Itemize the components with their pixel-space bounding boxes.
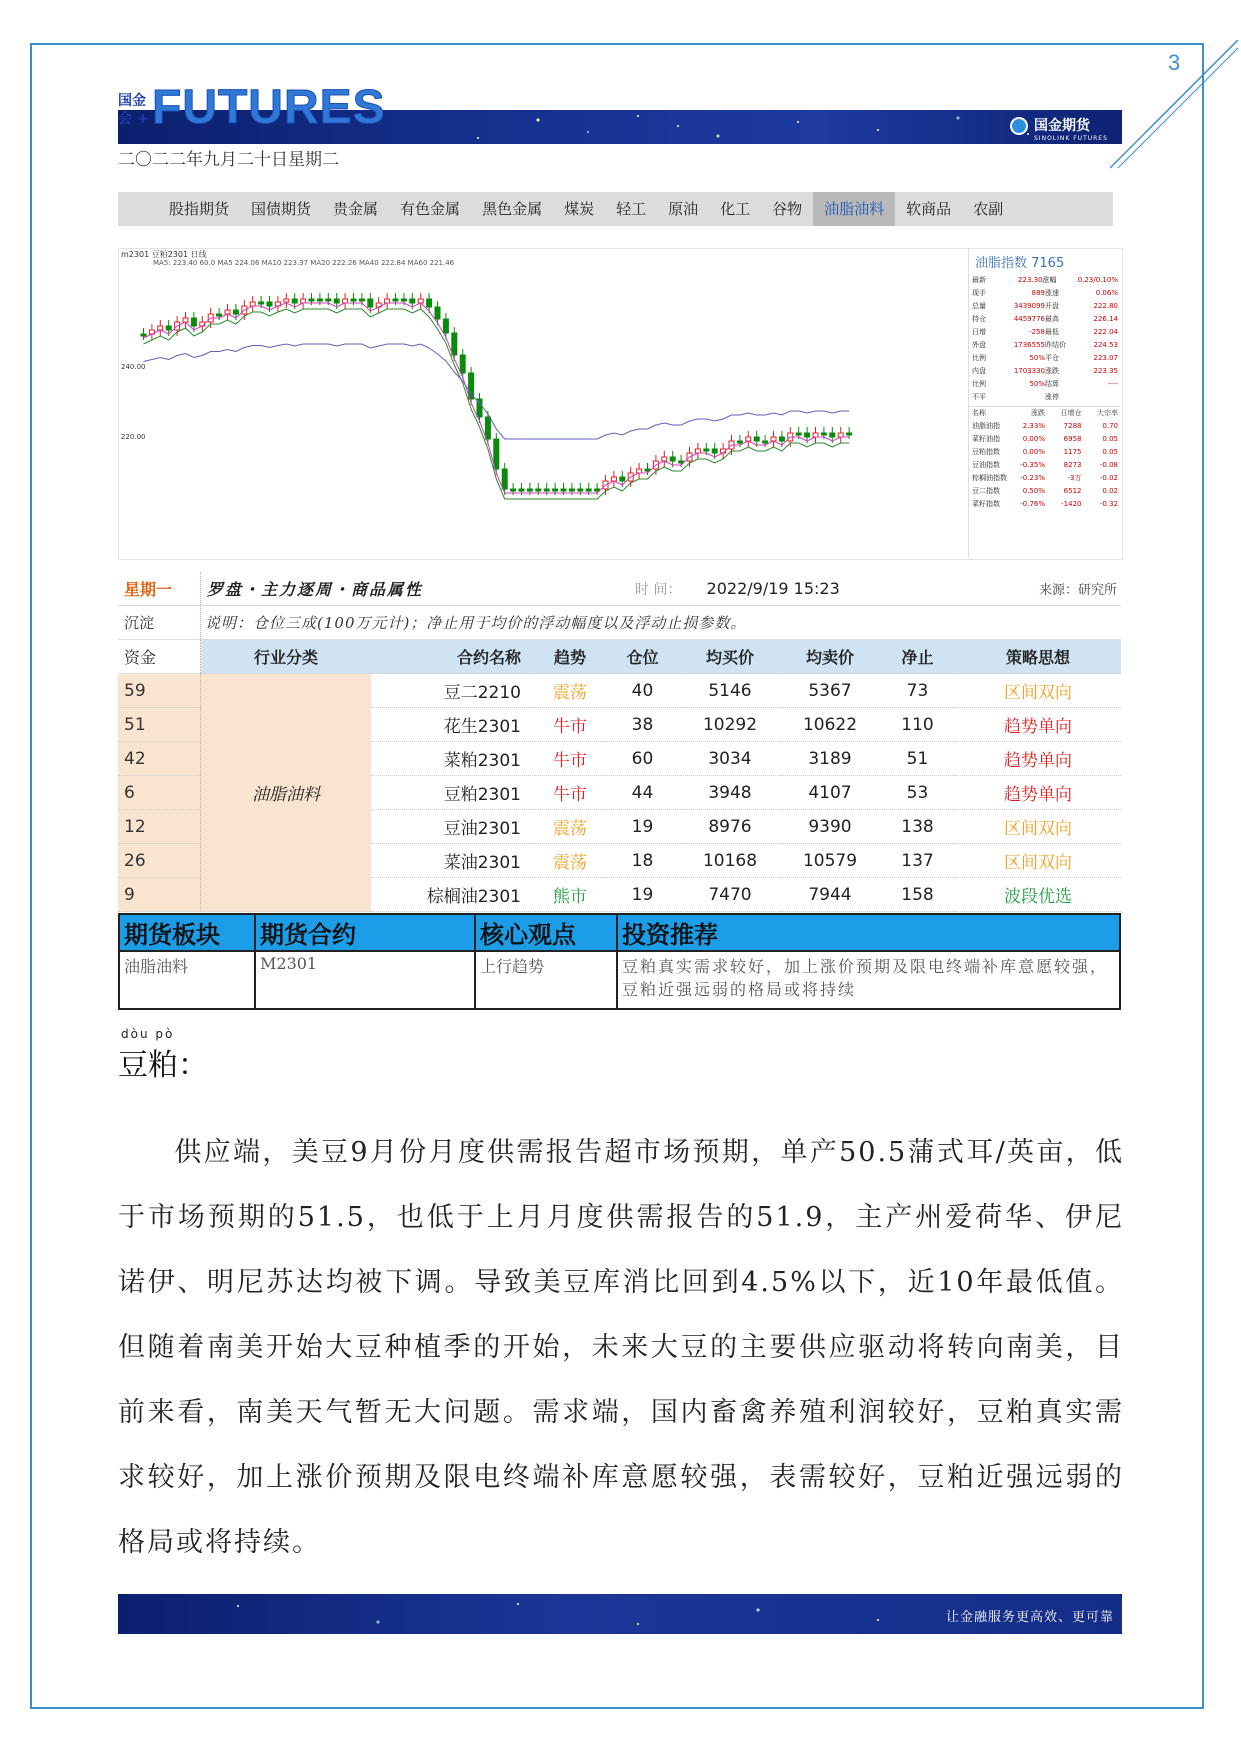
quote-cell: 最低 <box>1045 328 1059 336</box>
quote-cell: 223.35 <box>1093 367 1118 375</box>
fund-cell: 9 <box>118 878 201 912</box>
quote-cell <box>1082 391 1119 404</box>
report-date: 二〇二二年九月二十日星期二 <box>118 150 339 170</box>
index-cell: 日增仓 <box>1060 409 1082 417</box>
index-cell: 6958 <box>1063 435 1082 443</box>
index-cell: 0.05 <box>1102 435 1118 443</box>
index-cell: -0.08 <box>1099 461 1118 469</box>
quote-cell: 4459776 <box>1013 315 1045 323</box>
candle <box>746 431 751 447</box>
trend-cell: 震荡 <box>535 844 605 878</box>
col-net-stop: 净止 <box>880 640 955 674</box>
index-cell: -0.76% <box>1020 500 1045 508</box>
quote-cell: 持仓 <box>972 315 986 323</box>
index-cell: 0.02 <box>1102 487 1118 495</box>
time-cell: 时 间： 2022/9/19 15:23 <box>605 572 880 606</box>
index-row <box>969 498 1121 511</box>
index-cell: -0.32 <box>1099 500 1118 508</box>
index-cell: -1420 <box>1061 500 1082 508</box>
avg-sell-cell: 5367 <box>780 674 880 708</box>
avg-buy-cell: 10292 <box>680 708 780 742</box>
position-cell: 18 <box>605 844 680 878</box>
candle <box>149 324 154 340</box>
quote-cell: 现手 <box>972 289 986 297</box>
quote-cell: 外盘 <box>972 341 986 349</box>
strategy-cell: 区间双向 <box>955 844 1121 878</box>
avg-buy-cell: 3034 <box>680 742 780 776</box>
index-cell: 豆油指数 <box>972 461 1000 469</box>
quote-cell: 1736555 <box>1013 341 1045 349</box>
index-cell: 菜籽油指 <box>972 435 1000 443</box>
index-cell: 0.50% <box>1022 487 1045 495</box>
position-cell: 60 <box>605 742 680 776</box>
avg-sell-cell: 9390 <box>780 810 880 844</box>
corner-decoration <box>1110 40 1240 170</box>
nav-item[interactable]: 原油 <box>668 200 699 218</box>
quote-cell: 224.53 <box>1093 341 1118 349</box>
quote-cell: 结算 <box>1045 380 1059 388</box>
settle-label: 沉淀 <box>118 606 201 640</box>
nav-item[interactable]: 股指期货 <box>169 200 230 218</box>
y-tick-label: 240.00 <box>121 363 146 371</box>
trend-cell: 震荡 <box>535 810 605 844</box>
candle <box>418 293 423 309</box>
avg-buy-cell: 5146 <box>680 674 780 708</box>
table-note-row <box>118 606 1121 640</box>
candle <box>385 293 390 309</box>
day-label: 星期一 <box>118 572 201 606</box>
strategy-cell: 波段优选 <box>955 878 1121 912</box>
index-row <box>969 407 1121 420</box>
quote-cell: 226.14 <box>1093 315 1118 323</box>
contract-cell: 棕榈油2301 <box>371 878 535 912</box>
summary-contract: M2301 <box>255 951 475 1009</box>
footer-banner <box>118 1594 1122 1634</box>
strategy-cell: 区间双向 <box>955 810 1121 844</box>
quote-cell: 内盘 <box>972 367 986 375</box>
table-title: 罗盘・主力逐周・商品属性 <box>201 572 606 606</box>
index-cell: 豆粕指数 <box>972 448 1000 456</box>
candle <box>443 313 448 339</box>
nav-item[interactable]: 谷物 <box>772 200 803 218</box>
position-cell: 19 <box>605 810 680 844</box>
y-tick-label: 220.00 <box>121 433 146 441</box>
candle <box>838 427 843 443</box>
strategy-cell: 趋势单向 <box>955 776 1121 810</box>
fund-label: 资金 <box>118 640 201 674</box>
table-note: 说明：仓位三成(100万元计)；净止用于均价的浮动幅度以及浮动止损参数。 <box>201 606 1122 640</box>
contract-cell: 菜油2301 <box>371 844 535 878</box>
nav-item[interactable]: 轻工 <box>616 200 647 218</box>
net-stop-cell: 53 <box>880 776 955 810</box>
summary-sector: 油脂油料 <box>119 951 255 1009</box>
quote-cell: 平仓 <box>1045 354 1059 362</box>
summary-recommendation: 豆粕真实需求较好，加上涨价预期及限电终端补库意愿较强，豆粕近强远弱的格局或将持续 <box>617 951 1120 1009</box>
nav-item[interactable]: 农副 <box>973 200 1004 218</box>
index-row <box>969 485 1121 498</box>
trend-cell: 震荡 <box>535 674 605 708</box>
quote-cell: 222.80 <box>1093 302 1118 310</box>
summary-col-sector: 期货板块 <box>119 914 255 951</box>
index-row <box>969 420 1121 433</box>
pinyin-ruby: dòu pò <box>121 1027 175 1041</box>
contract-cell: 豆油2301 <box>371 810 535 844</box>
trend-cell: 牛市 <box>535 708 605 742</box>
index-cell: 名称 <box>972 409 986 417</box>
candlestick-plot <box>119 249 967 557</box>
price-chart <box>118 248 1123 560</box>
candle <box>485 411 490 445</box>
index-cell: 7288 <box>1063 422 1082 430</box>
quote-cell: 223.07 <box>1093 354 1118 362</box>
quote-rows <box>969 274 1121 404</box>
contract-cell: 花生2301 <box>371 708 535 742</box>
index-cell: 6512 <box>1063 487 1082 495</box>
quote-cell: 涨停 <box>1045 393 1059 401</box>
trend-cell: 熊市 <box>535 878 605 912</box>
quote-row <box>969 300 1121 313</box>
source-label: 来源：研究所 <box>880 572 1121 606</box>
summary-table <box>118 913 1121 1010</box>
ma-legend: MA5: 223.40 60.0 MA5 224.06 MA10 223.37 MA20 222.26 MA40 222.84 MA60 221.46 <box>153 259 455 267</box>
quote-cell: 223.30 <box>1018 276 1043 284</box>
index-cell: 0.05 <box>1102 448 1118 456</box>
quote-cell: 涨速 <box>1045 289 1059 297</box>
quote-cell: -258 <box>1029 328 1045 336</box>
summary-col-recommend: 投资推荐 <box>617 914 1120 951</box>
article-body: 供应端，美豆9月份月度供需报告超市场预期，单产50.5蒲式耳/英亩，低于市场预期的51.5，也低于上月月度供需报告的51.9，主产州爱荷华、伊尼诺伊、明尼苏达均被下调。导致美豆库消比回到4.5%以下，近10年最低值。但随着南美开始大豆种植季的开始，未来大豆的主要供应驱动将转向南美，目前来看，南美天气暂无大问题。需求端，国内畜禽养殖利润较好，豆粕真实需求较好，加上涨价预期及限电终端补库意愿较强，表需较好，豆粕近强远弱的格局或将持续。 <box>118 1137 1124 1558</box>
net-stop-cell: 137 <box>880 844 955 878</box>
index-cell: 1175 <box>1063 448 1082 456</box>
index-cell: 大宗率 <box>1097 409 1118 417</box>
index-cell: 菜籽指数 <box>972 500 1000 508</box>
position-cell: 19 <box>605 878 680 912</box>
trend-cell: 牛市 <box>535 776 605 810</box>
avg-buy-cell: 8976 <box>680 810 780 844</box>
quote-row <box>969 365 1121 378</box>
net-stop-cell: 51 <box>880 742 955 776</box>
candle <box>275 296 280 312</box>
candle <box>452 327 457 361</box>
candle <box>250 296 255 312</box>
fund-cell: 59 <box>118 674 201 708</box>
index-cell: 油脂油指 <box>972 422 1000 430</box>
col-strategy: 策略思想 <box>955 640 1121 674</box>
quote-cell: 1703330 <box>1013 367 1045 375</box>
net-stop-cell: 138 <box>880 810 955 844</box>
candle <box>637 463 642 479</box>
strategy-cell: 趋势单向 <box>955 742 1121 776</box>
quote-cell <box>1009 391 1046 404</box>
quote-title: 油脂指数 7165 <box>975 256 1065 271</box>
index-rows <box>969 406 1121 511</box>
summary-view: 上行趋势 <box>475 951 617 1009</box>
nav-item[interactable]: 化工 <box>720 200 751 218</box>
fund-cell: 12 <box>118 810 201 844</box>
compass-table <box>118 572 1121 912</box>
col-category: 行业分类 <box>201 640 372 674</box>
table-header-row <box>118 640 1121 674</box>
index-cell: 2.33% <box>1022 422 1045 430</box>
col-avg-buy: 均买价 <box>680 640 780 674</box>
candle <box>343 293 348 309</box>
avg-sell-cell: 4107 <box>780 776 880 810</box>
candle <box>494 433 499 475</box>
candle <box>662 451 667 467</box>
quote-cell: 0.06% <box>1095 289 1118 297</box>
contract-cell: 菜粕2301 <box>371 742 535 776</box>
category-cell: 油脂油料 <box>201 674 372 912</box>
candle <box>469 367 474 405</box>
trend-cell: 牛市 <box>535 742 605 776</box>
quote-cell: ---- <box>1107 380 1118 388</box>
quote-cell: 3439099 <box>1013 302 1045 310</box>
index-cell: 豆二指数 <box>972 487 1000 495</box>
quote-cell: 222.04 <box>1093 328 1118 336</box>
index-cell: 0.70 <box>1102 422 1118 430</box>
ma-line <box>144 344 850 439</box>
index-cell: -0.23% <box>1020 474 1045 482</box>
candle <box>225 304 230 320</box>
footer-slogan: 让金融服务更高效、更可靠 <box>945 1610 1114 1625</box>
index-cell: -0.02 <box>1099 474 1118 482</box>
quote-row <box>969 326 1121 339</box>
col-position: 仓位 <box>605 640 680 674</box>
candle <box>301 293 306 309</box>
candle <box>460 349 465 379</box>
col-avg-sell: 均卖价 <box>780 640 880 674</box>
net-stop-cell: 158 <box>880 878 955 912</box>
avg-sell-cell: 10579 <box>780 844 880 878</box>
contract-cell: 豆粕2301 <box>371 776 535 810</box>
strategy-cell: 趋势单向 <box>955 708 1121 742</box>
position-cell: 44 <box>605 776 680 810</box>
nav-item[interactable]: 油脂油料 <box>813 192 895 226</box>
nav-item[interactable]: 有色金属 <box>400 200 461 218</box>
quote-cell: 日增 <box>972 328 986 336</box>
quote-row <box>969 287 1121 300</box>
candle <box>611 471 616 487</box>
summary-header-row <box>119 914 1120 951</box>
index-cell: 8273 <box>1063 461 1082 469</box>
avg-buy-cell: 3948 <box>680 776 780 810</box>
avg-buy-cell: 7470 <box>680 878 780 912</box>
index-row <box>969 472 1121 485</box>
nav-item[interactable]: 软商品 <box>906 200 952 218</box>
quote-cell: 0.23/0.10% <box>1077 276 1118 284</box>
summary-col-contract: 期货合约 <box>255 914 475 951</box>
quote-row <box>969 313 1121 326</box>
index-row <box>969 459 1121 472</box>
col-trend: 趋势 <box>535 640 605 674</box>
col-contract: 合约名称 <box>371 640 535 674</box>
page-number: 3 <box>1168 50 1181 75</box>
strategy-cell: 区间双向 <box>955 674 1121 708</box>
quote-cell: 不平 <box>972 393 986 401</box>
quote-cell: 50% <box>1029 354 1045 362</box>
net-stop-cell: 110 <box>880 708 955 742</box>
index-row <box>969 433 1121 446</box>
brand-name: 国金期货 SINOLINK FUTURES <box>1034 118 1108 142</box>
logo-small: 国金 会 + <box>118 93 149 127</box>
index-cell: 涨跌 <box>1031 409 1045 417</box>
candle <box>141 328 146 340</box>
position-cell: 38 <box>605 708 680 742</box>
candle <box>376 297 381 313</box>
fund-cell: 42 <box>118 742 201 776</box>
fund-cell: 26 <box>118 844 201 878</box>
candle <box>477 393 482 423</box>
nav-item[interactable]: 贵金属 <box>333 200 379 218</box>
candle <box>695 443 700 459</box>
summary-body-row <box>119 951 1120 1009</box>
table-title-row <box>118 572 1121 606</box>
quote-row <box>969 352 1121 365</box>
chart-header: m2301 豆粕2301 日线 <box>121 250 207 259</box>
quote-cell: 比例 <box>972 354 986 362</box>
candle <box>502 463 507 495</box>
avg-sell-cell: 7944 <box>780 878 880 912</box>
quote-panel <box>968 249 1121 557</box>
avg-sell-cell: 10622 <box>780 708 880 742</box>
quote-cell: 50% <box>1029 380 1045 388</box>
quote-cell: 涨跌 <box>1045 367 1059 375</box>
article-heading: 豆粕： <box>118 1048 208 1083</box>
candle <box>813 427 818 443</box>
candle <box>435 301 440 325</box>
quote-row <box>969 378 1121 391</box>
quote-cell: 最高 <box>1045 315 1059 323</box>
quote-row <box>969 339 1121 352</box>
index-cell: -3万 <box>1067 474 1082 482</box>
summary-col-view: 核心观点 <box>475 914 617 951</box>
candle <box>158 320 163 336</box>
quote-cell: 最新 <box>972 276 986 284</box>
nav-item[interactable]: 国债期货 <box>251 200 312 218</box>
index-cell: 棕榈油指数 <box>972 474 1007 482</box>
table-row <box>118 674 1121 708</box>
category-nav <box>118 192 1113 226</box>
brand-logo-icon <box>1010 117 1028 135</box>
quote-cell: 涨幅 <box>1042 276 1057 284</box>
quote-row <box>969 391 1121 404</box>
quote-row <box>969 274 1121 287</box>
quote-cell: 昨结价 <box>1045 341 1066 349</box>
candle <box>771 431 776 447</box>
index-row <box>969 446 1121 459</box>
position-cell: 40 <box>605 674 680 708</box>
avg-sell-cell: 3189 <box>780 742 880 776</box>
logo-futures: FUTURES <box>152 81 386 134</box>
fund-cell: 6 <box>118 776 201 810</box>
index-cell: 0.00% <box>1022 448 1045 456</box>
avg-buy-cell: 10168 <box>680 844 780 878</box>
quote-cell: 889 <box>1031 289 1045 297</box>
candle <box>183 312 188 328</box>
contract-cell: 豆二2210 <box>371 674 535 708</box>
nav-item[interactable]: 黑色金属 <box>482 200 543 218</box>
quote-cell: 总量 <box>972 302 986 310</box>
nav-item[interactable]: 煤炭 <box>564 200 595 218</box>
candle <box>284 293 289 308</box>
net-stop-cell: 73 <box>880 674 955 708</box>
index-cell: -0.35% <box>1020 461 1045 469</box>
quote-cell: 比例 <box>972 380 986 388</box>
quote-cell: 开盘 <box>1045 302 1059 310</box>
fund-cell: 51 <box>118 708 201 742</box>
index-cell: 0.00% <box>1022 435 1045 443</box>
